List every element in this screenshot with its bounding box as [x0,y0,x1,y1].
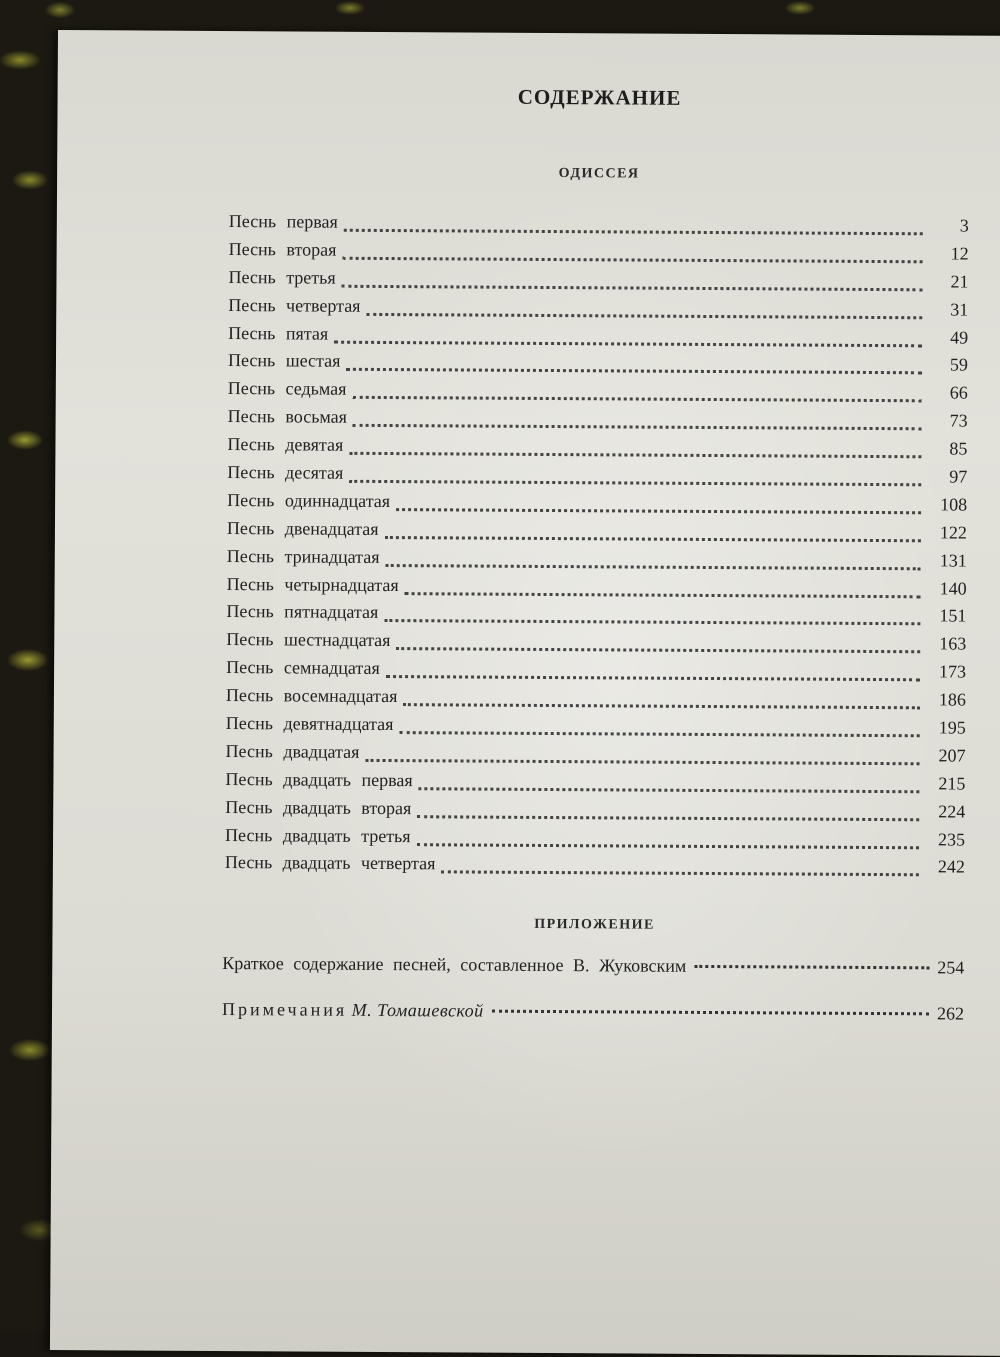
toc-entry-label: Песнь четвертая [228,294,361,316]
book-page [50,30,1000,1356]
toc-entry-label: Песнь двадцать третья [225,824,411,846]
toc-entry-label: Песнь третья [228,266,336,288]
dot-leader [353,423,922,430]
toc-entry-page: 235 [938,828,966,850]
toc-entry [228,378,968,410]
toc-entry-page: 21 [950,271,969,292]
toc-entry-label: Песнь восемнадцатая [225,685,398,707]
toc-entry-label: Песнь четырнадцатая [226,573,399,595]
dot-leader [384,618,920,625]
toc-entry [227,434,967,466]
dot-leader [492,1010,929,1016]
dot-leader [385,535,921,542]
toc-entry-page: 49 [950,327,969,348]
toc-entry-label: Песнь девятнадцатая [225,713,394,735]
toc-entry [229,211,969,243]
toc-entry [226,602,966,634]
toc-entry-page: 163 [939,633,967,654]
toc-entry-label: Песнь первая [228,211,338,232]
toc-entry [225,769,965,801]
toc-entry-page: 97 [949,466,968,487]
toc-entry-author: М. Томашевской [351,999,484,1021]
dot-leader [334,339,922,347]
toc-entry [226,713,966,745]
toc-entry-page: 140 [939,577,967,599]
toc-entry-page: 195 [938,717,966,738]
toc-entry-page: 215 [938,773,966,794]
toc-entry-page: 254 [937,957,965,978]
table-of-contents [225,211,969,885]
toc-entry-page: 66 [949,382,968,403]
dot-leader [417,814,919,821]
toc-entry-page: 31 [950,299,969,320]
toc-entry-page: 122 [939,522,968,543]
toc-entry-page: 59 [949,354,969,376]
toc-entry-page: 242 [937,856,965,878]
toc-entry [228,267,968,299]
dot-leader [349,479,921,486]
toc-entry-label: Песнь двадцать четвертая [224,852,436,874]
toc-entry-label: Песнь шестая [227,350,341,372]
dot-leader [403,702,920,709]
toc-entry-label: Песнь восьмая [227,406,348,428]
dot-leader [386,563,921,570]
page-title: СОДЕРЖАНИЕ [517,84,682,110]
dot-leader [396,646,920,653]
dot-leader [342,283,923,291]
toc-entry-page: 131 [939,550,967,571]
toc-entry [228,295,968,327]
toc-entry-label: Песнь девятая [227,434,344,455]
section-heading-odyssey: ОДИССЕЯ [558,166,640,182]
toc-entry [226,629,966,661]
toc-entry [228,406,968,438]
toc-entry-page: 224 [938,801,966,822]
toc-entry-label: Краткое содержание песней, составленное В. Жуковским [222,953,687,976]
dot-leader [365,758,919,765]
dot-leader [417,842,920,849]
toc-entry [226,685,966,717]
dot-leader [441,870,919,877]
dot-leader [344,228,923,236]
toc-entry-label: Песнь десятая [227,462,344,483]
toc-entry-page: 262 [936,1003,965,1024]
dot-leader [349,451,921,458]
toc-entry-label: Песнь пятая [228,322,329,344]
toc-entry-label: Песнь одиннадцатая [227,489,391,511]
toc-entry [229,239,969,271]
dot-leader [342,256,922,264]
toc-entry-label: Песнь двадцать вторая [225,796,412,818]
toc-entry-label: Песнь двадцать первая [225,768,413,790]
dot-leader [405,591,921,598]
section-heading-appendix: ПРИЛОЖЕНИЕ [534,916,655,933]
toc-entry [227,518,967,550]
toc-entry [225,797,965,829]
toc-entry-summary [222,953,964,979]
toc-entry-label: Песнь тринадцатая [226,545,380,567]
toc-entry-label: Песнь седьмая [227,378,347,400]
toc-entry-page: 173 [939,661,967,682]
toc-entry-label: Песнь шестнадцатая [226,629,391,651]
toc-entry-label: Песнь семнадцатая [226,657,380,679]
toc-entry-label: Песнь двадцатая [225,740,360,762]
toc-entry-page: 85 [949,438,968,459]
toc-entry-notes [222,999,964,1025]
toc-entry-label: Песнь двенадцатая [226,517,379,539]
toc-entry-label: Примечания [221,999,348,1020]
dot-leader [352,395,921,402]
toc-entry-page: 207 [938,745,966,766]
toc-entry [227,490,967,522]
dot-leader [346,367,922,375]
toc-entry [225,853,965,885]
toc-entry [227,574,967,606]
toc-entry-page: 12 [950,243,969,264]
toc-entry [227,462,967,494]
toc-entry [228,350,968,382]
dot-leader [419,786,920,793]
toc-entry [226,657,966,689]
dot-leader [396,507,921,514]
toc-entry-label: Песнь вторая [228,238,337,260]
toc-entry-page: 73 [949,410,968,431]
toc-entry [225,825,965,857]
toc-entry-page: 151 [939,605,967,627]
toc-entry-label: Песнь пятнадцатая [226,601,379,623]
dot-leader [366,311,922,318]
toc-entry [227,546,967,578]
dot-leader [399,730,919,737]
dot-leader [386,674,920,681]
toc-entry [225,741,965,773]
toc-entry-page: 186 [938,689,966,710]
toc-entry-page: 3 [959,215,969,236]
toc-entry-page: 108 [940,494,968,515]
toc-entry [228,323,968,355]
dot-leader [694,965,929,969]
